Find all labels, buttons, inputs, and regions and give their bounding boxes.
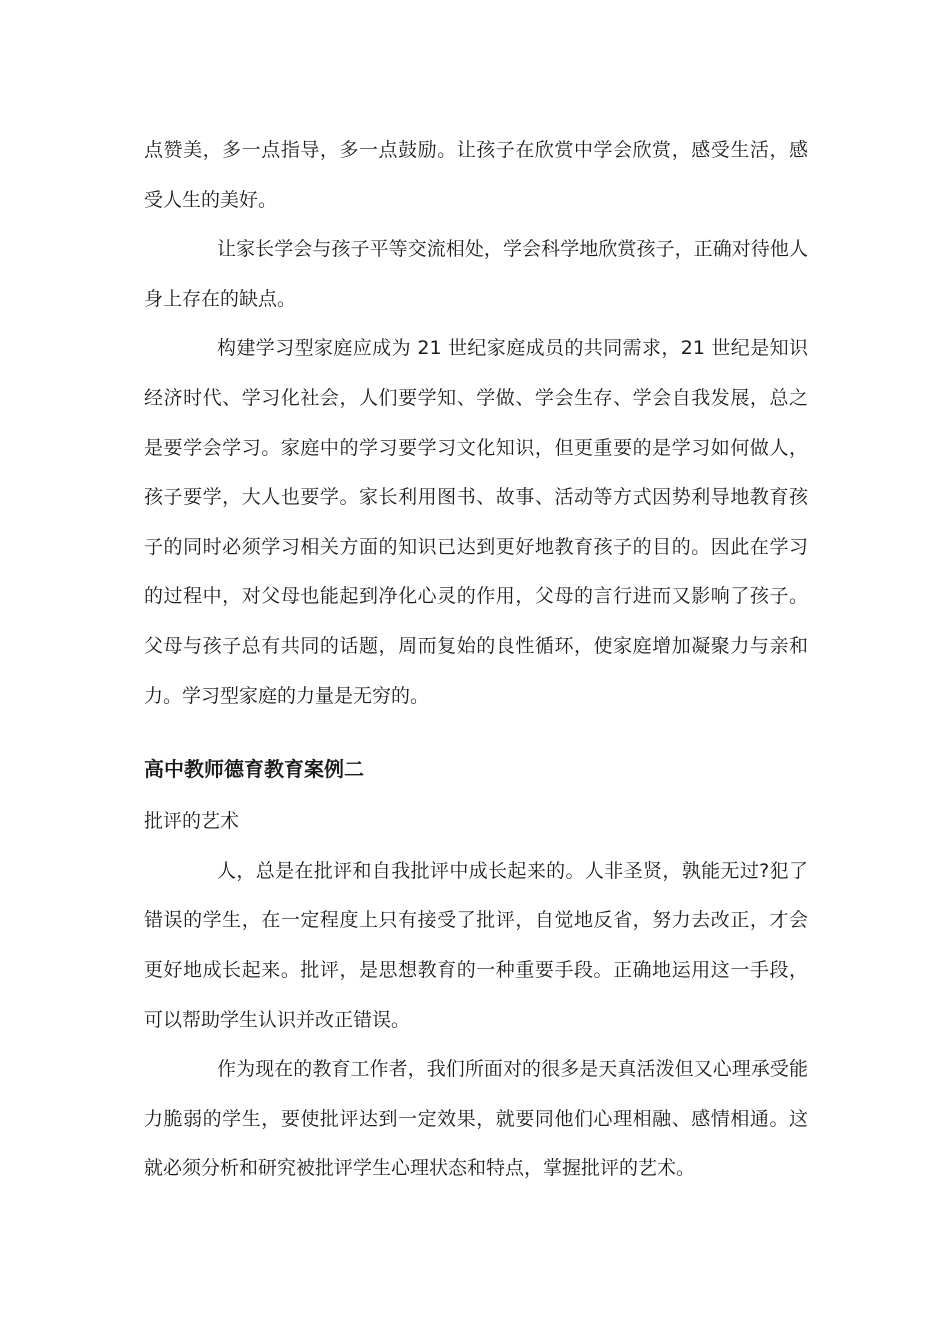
- paragraph-parents-equal: 让家长学会与孩子平等交流相处，学会科学地欣赏孩子，正确对待他人身上存在的缺点。: [144, 238, 808, 310]
- paragraph-learning-family: 构建学习型家庭应成为 21 世纪家庭成员的共同需求，21 世纪是知识经济时代、学习化社会，人们要学知、学做、学会生存、学会自我发展，总之是要学会学习。家庭中的学习要学习文化知识，但更重要的是学习如何做人，孩子要学，大人也要学。家长利用图书、故事、活动等方式因势利导地教育孩子的同时必须学习相关方面的知识已达到更好地教育孩子的目的。因此在学习的过程中，对父母也能起到净化心灵的作用，父母的言行进而又影响了孩子。父母与孩子总有共同的话题，周而复始的良性循环，使家庭增加凝聚力与亲和力。学习型家庭的力量是无穷的。: [144, 337, 808, 707]
- section-heading: 高中教师德育教育案例二: [144, 757, 364, 782]
- paragraph-educators: 作为现在的教育工作者，我们所面对的很多是天真活泼但又心理承受能力脆弱的学生，要使批评达到一定效果，就要同他们心理相融、感情相通。这就必须分析和研究被批评学生心理状态和特点，掌握批评的艺术。: [144, 1058, 808, 1180]
- document-body: [144, 126, 808, 1194]
- paragraph-continued: 点赞美，多一点指导，多一点鼓励。让孩子在欣赏中学会欣赏，感受生活，感受人生的美好。: [144, 139, 808, 211]
- paragraph-criticism: 人，总是在批评和自我批评中成长起来的。人非圣贤，孰能无过?犯了错误的学生，在一定程度上只有接受了批评，自觉地反省，努力去改正，才会更好地成长起来。批评，是思想教育的一种重要手段。正确地运用这一手段，可以帮助学生认识并改正错误。: [144, 859, 808, 1031]
- section-subtitle: 批评的艺术: [144, 810, 240, 833]
